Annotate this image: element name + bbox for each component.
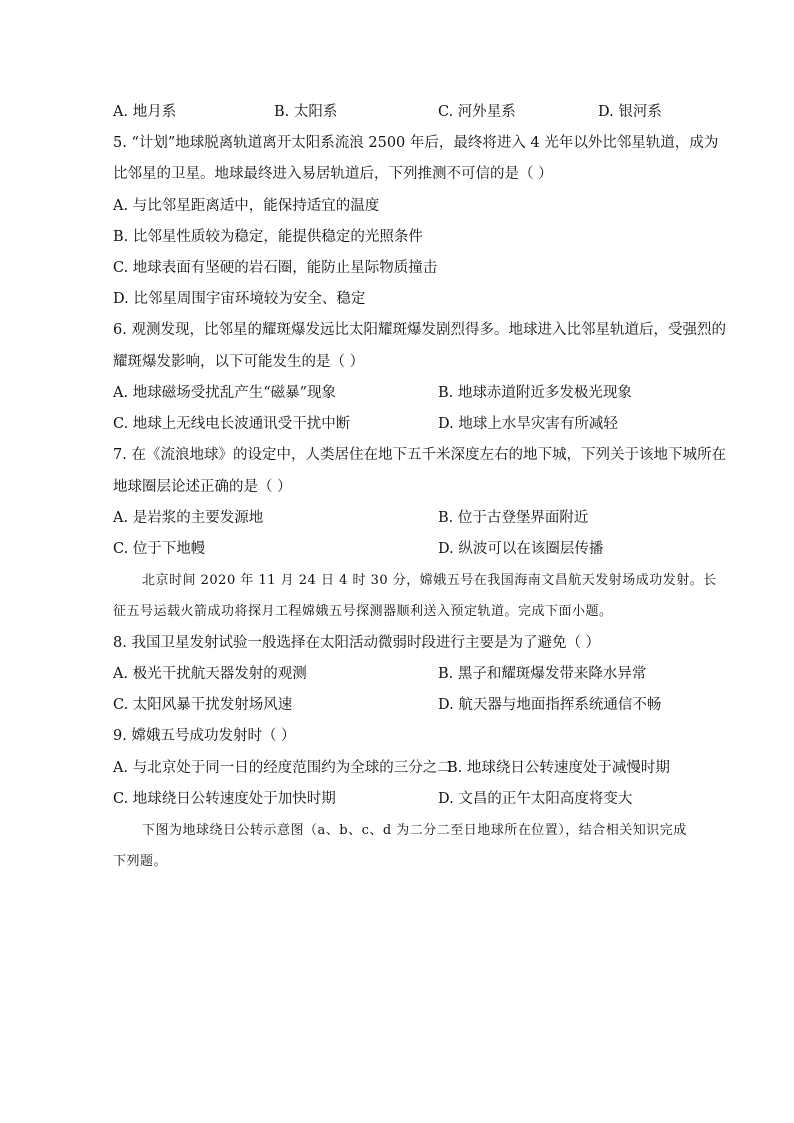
q9-option-b: B. 地球绕日公转速度处于减慢时期 [447,760,670,776]
q5-option-b: B. 比邻星性质较为稳定，能提供稳定的光照条件 [113,229,423,245]
q7-option-b: B. 位于古登堡界面附近 [438,510,589,526]
q4-option-a: A. 地月系 [113,104,177,120]
q5-stem-line1: 5. “计划”地球脱离轨道离开太阳系流浪 2500 年后，最终将进入 4 光年以外比邻星轨道，成为 [113,135,719,151]
q6-option-d: D. 地球上水旱灾害有所减轻 [438,416,618,432]
q4-option-c: C. 河外星系 [438,104,516,120]
q7-option-c: C. 位于下地幔 [113,541,206,557]
q6-option-b: B. 地球赤道附近多发极光现象 [438,385,632,401]
q8-option-c: C. 太阳风暴干扰发射场风速 [113,697,293,713]
q5-stem-line2: 比邻星的卫星。地球最终进入易居轨道后，下列推测不可信的是（ ） [113,166,553,182]
q6-option-a: A. 地球磁场受扰乱产生“磁暴”现象 [113,385,337,401]
q9-option-d: D. 文昌的正午太阳高度将变大 [438,791,633,807]
q8-option-a: A. 极光干扰航天器发射的观测 [113,666,307,682]
q6-stem-line2: 耀斑爆发影响，以下可能发生的是（ ） [113,354,365,370]
passage2-line2: 下列题。 [113,854,168,869]
q4-option-d: D. 银河系 [598,104,662,120]
q9-option-c: C. 地球绕日公转速度处于加快时期 [113,791,336,807]
q5-option-d: D. 比邻星周围宇宙环境较为安全、稳定 [113,291,366,307]
q8-stem: 8. 我国卫星发射试验一般选择在太阳活动微弱时段进行主要是为了避免（ ） [113,635,601,651]
q5-option-a: A. 与比邻星距离适中，能保持适宜的温度 [113,198,380,214]
q7-stem-line1: 7. 在《流浪地球》的设定中，人类居住在地下五千米深度左右的地下城，下列关于该地下城所在 [113,447,726,463]
q7-option-a: A. 是岩浆的主要发源地 [113,510,264,526]
q6-stem-line1: 6. 观测发现，比邻星的耀斑爆发远比太阳耀斑爆发剧烈得多。地球进入比邻星轨道后，受强烈的 [113,322,726,338]
q7-stem-line2: 地球圈层论述正确的是（ ） [113,479,292,495]
q5-option-c: C. 地球表面有坚硬的岩石圈，能防止星际物质撞击 [113,260,438,276]
passage2-line1: 下图为地球绕日公转示意图（a、b、c、d 为二分二至日地球所在位置），结合相关知识完成 [142,823,687,838]
q9-option-a: A. 与北京处于同一日的经度范围约为全球的三分之二 [113,760,452,776]
q8-option-b: B. 黑子和耀斑爆发带来降水异常 [438,666,647,682]
q9-stem: 9. 嫦娥五号成功发射时（ ） [113,728,296,744]
q8-option-d: D. 航天器与地面指挥系统通信不畅 [438,697,662,713]
passage1-line2: 征五号运载火箭成功将探月工程嫦娥五号探测器顺利送入预定轨道。完成下面小题。 [113,604,613,619]
passage1-line1: 北京时间 2020 年 11 月 24 日 4 时 30 分，嫦娥五号在我国海南文昌航天发射场成功发射。长 [142,573,717,588]
q6-option-c: C. 地球上无线电长波通讯受干扰中断 [113,416,351,432]
q4-option-b: B. 太阳系 [274,104,338,120]
q7-option-d: D. 纵波可以在该圈层传播 [438,541,604,557]
